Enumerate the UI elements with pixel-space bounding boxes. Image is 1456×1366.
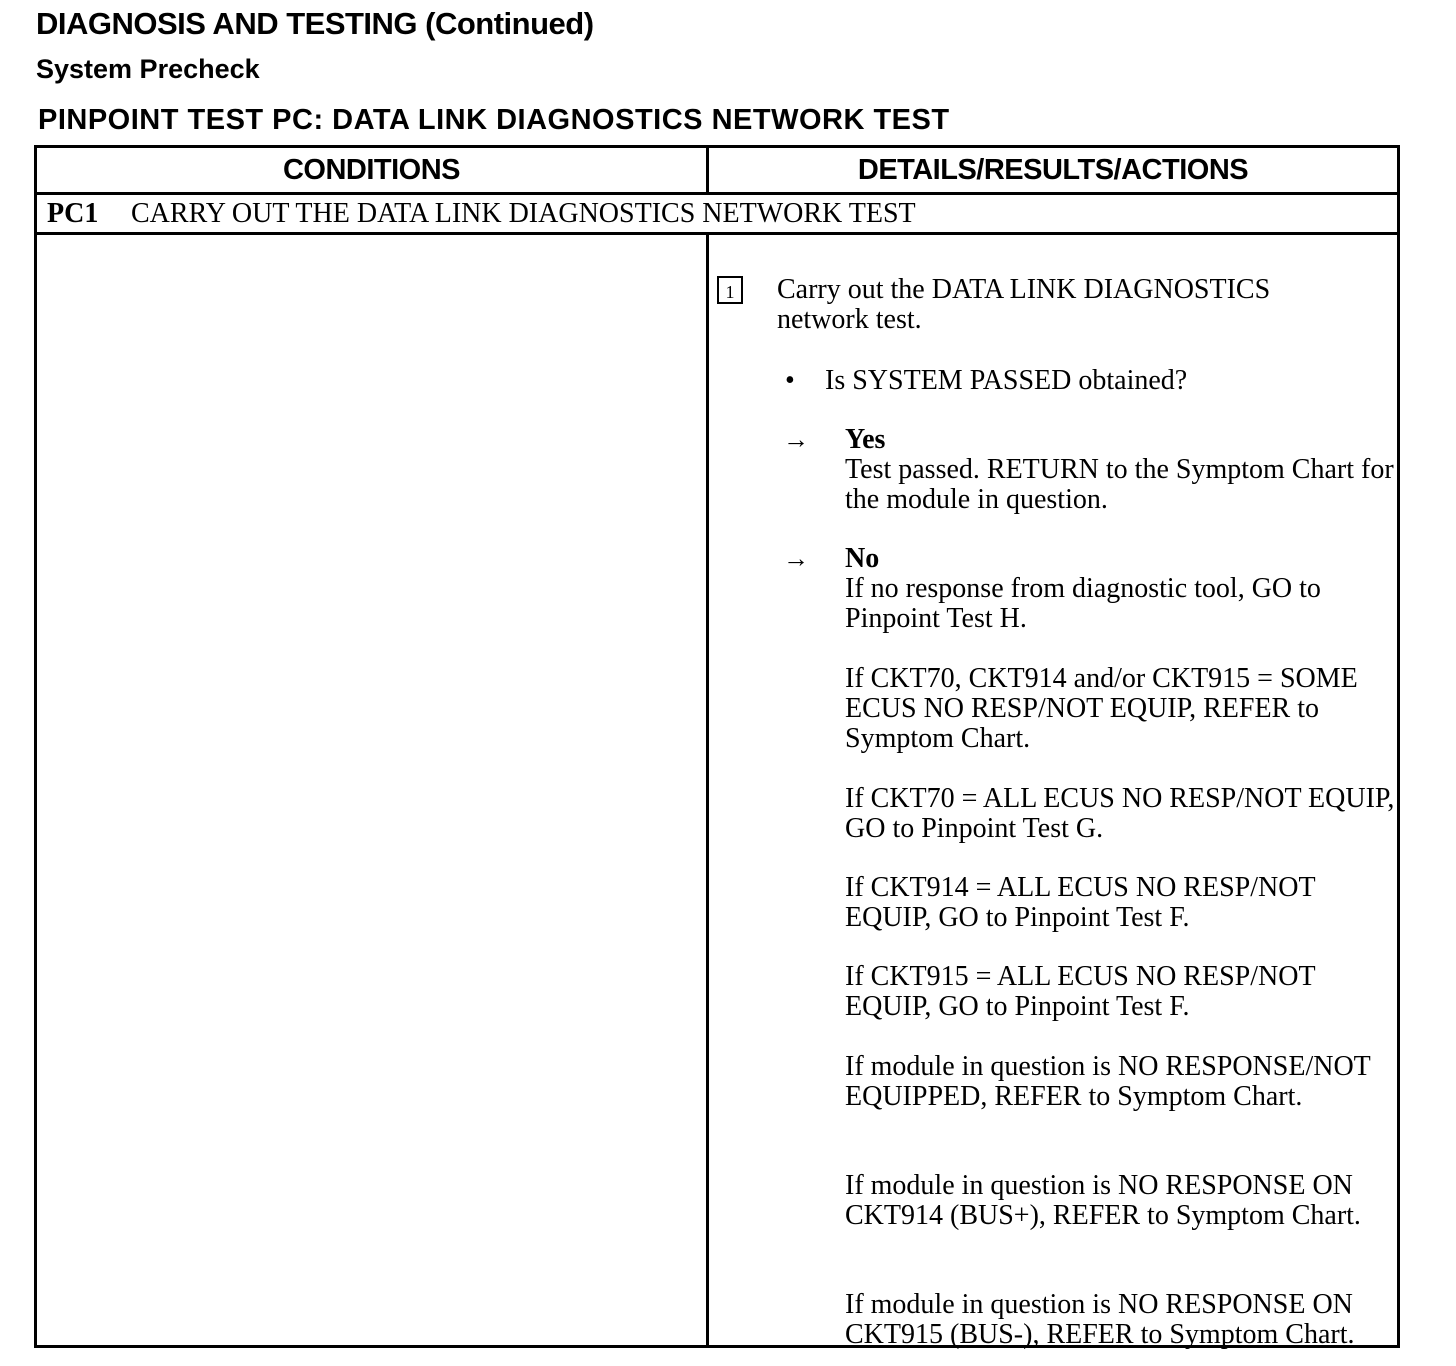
pinpoint-test-title: PINPOINT TEST PC: DATA LINK DIAGNOSTICS NETWORK TEST (38, 104, 950, 136)
no-result-paragraph: If no response from diagnostic tool, GO to Pinpoint Test H. (845, 573, 1321, 634)
arrow-right-icon: → (783, 425, 809, 454)
yes-label: Yes (845, 424, 886, 455)
details-column-header: DETAILS/RESULTS/ACTIONS (857, 153, 1249, 186)
no-label: No (845, 543, 880, 574)
step-number-box: 1 (717, 276, 743, 304)
bullet-icon: • (785, 365, 795, 396)
no-result-paragraph: If CKT915 = ALL ECUS NO RESP/NOT EQUIP, GO to Pinpoint Test F. (845, 961, 1316, 1022)
question-text: Is SYSTEM PASSED obtained? (825, 365, 1188, 396)
arrow-right-icon: → (783, 544, 809, 573)
step-title: CARRY OUT THE DATA LINK DIAGNOSTICS NETWORK TEST (131, 198, 916, 229)
no-result-paragraph: If module in question is NO RESPONSE ON CKT915 (BUS-), REFER to Symptom Chart. (845, 1289, 1355, 1350)
conditions-column-header: CONDITIONS (37, 148, 709, 192)
step-row (37, 195, 1397, 233)
subsection-title: System Precheck (36, 54, 260, 84)
pinpoint-test-table (34, 145, 1400, 1348)
no-result-paragraph: If CKT914 = ALL ECUS NO RESP/NOT EQUIP, GO to Pinpoint Test F. (845, 872, 1316, 933)
section-title: DIAGNOSIS AND TESTING (Continued) (36, 6, 594, 41)
no-result-paragraph: If CKT70 = ALL ECUS NO RESP/NOT EQUIP, GO to Pinpoint Test G. (845, 783, 1395, 844)
no-result-paragraph: If module in question is NO RESPONSE ON CKT914 (BUS+), REFER to Symptom Chart. (845, 1170, 1361, 1231)
step-id: PC1 (47, 198, 99, 229)
yes-result-text: Test passed. RETURN to the Symptom Chart for the module in question. (845, 454, 1394, 515)
no-result-paragraph: If CKT70, CKT914 and/or CKT915 = SOME ECUS NO RESP/NOT EQUIP, REFER to Symptom Chart. (845, 663, 1358, 754)
step-instruction: Carry out the DATA LINK DIAGNOSTICS network test. (777, 274, 1271, 335)
no-result-paragraph: If module in question is NO RESPONSE/NOT EQUIPPED, REFER to Symptom Chart. (845, 1051, 1371, 1112)
details-cell (709, 235, 1397, 1350)
